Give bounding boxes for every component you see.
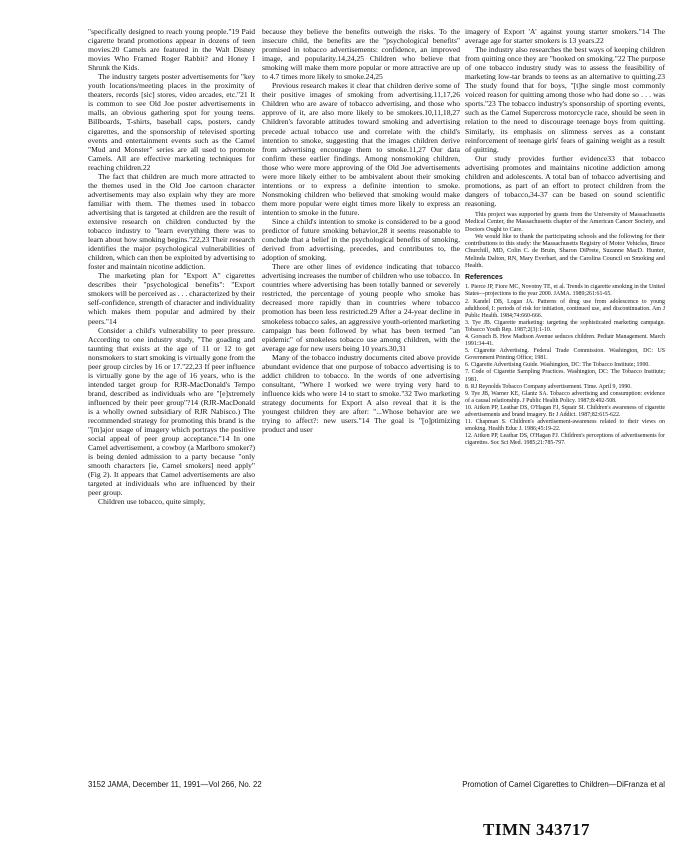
reference-item: 11. Chapman S. Children's advertisement-awareness related to their views on smoking. Health Educ J. 1986;45:19-22.	[465, 419, 665, 433]
body-paragraph: Previous research makes it clear that children derive some of their positive images of smoking from advertising.11,17,26 Children who are aware of tobacco advertising, and those who approve of it, are also more likely to be smokers.10,11,18,27 Children's favorable attitudes toward smoking and advertising precede actual tobacco use and correlate with the child's intention to smoke, suggesting that the images children derive from advertising encourage them to smoke.11,27 Our data confirm these earlier findings. Among nonsmoking children, those who were more approving of the Old Joe advertisements were more likely either to be ambivalent about their smoking intentions or to express a definite intention to smoke. Nonsmoking children who believed that smoking would make them more popular were eight times more likely to express an intention to smoke in the future.	[262, 81, 460, 217]
body-paragraph: The industry targets poster advertisements for "key youth locations/meeting places in the proximity of theaters, records [sic] stores, video arcades, etc."21 It is common to see Old Joe poster advertisements in malls, an obvious gathering spot for young teens. Billboards, T-shirts, baseball caps, posters, candy cigarettes, and the sponsorship of televised sporting events and entertainment events such as the Camel "Mud and Monster" series are all used to promote Camels. All are effective marketing techniques for reaching children.22	[88, 72, 255, 172]
text-column-right	[465, 27, 665, 448]
reference-item: 7. Code of Cigarette Sampling Practices. Washington, DC: The Tobacco Institute; 1981.	[465, 369, 665, 383]
document-stamp: TIMN 343717	[483, 820, 591, 839]
body-paragraph: Children use tobacco, quite simply,	[98, 497, 206, 507]
reference-item: 9. Tye JB, Warner KE, Glantz SA. Tobacco advertising and consumption: evidence of a causal relationship. J Public Health Policy. 1987;8:492-508.	[465, 390, 665, 404]
text-column-middle	[262, 27, 460, 434]
reference-item: 3. Tye JB. Cigarette marketing: targeting the sophisticated marketing campaign. Tobacco Youth Rep. 1987;2(3):1-10.	[465, 319, 665, 333]
references-heading: References	[465, 274, 503, 282]
body-paragraph: "specifically designed to reach young people."19 Paid cigarette brand promotions appear in dozens of teen movies.20 Camels are featured in the Walt Disney movies Who Framed Roger Rabbit? and Honey I Shrunk the Kids.	[88, 27, 255, 73]
reference-item: 2. Kandel DB, Logan JA. Patterns of drug use from adolescence to young adulthood, I: periods of risk for initiation, continued use, and discontinuation. Am J Public Health. 1984;74:660-666.	[465, 298, 665, 319]
page-footer	[88, 780, 665, 790]
body-paragraph: because they believe the benefits outweigh the risks. To the insecure child, the benefits are the "psychological benefits" promised in tobacco advertisements: confidence, an improved image, and popularity.14,24,25 Children who believe that smoking will make them more popular or more attractive are up to 4.7 times more likely to smoke.24,25	[262, 27, 460, 82]
text-column-left	[88, 27, 255, 506]
footer-citation: 3152 JAMA, December 11, 1991—Vol 266, No. 22	[88, 780, 262, 789]
body-paragraph: Since a child's intention to smoke is considered to be a good predictor of future smoking behavior,28 it seems reasonable to conclude that a belief in the psychological benefits of smoking, derived from advertising, precedes, and contributes to, the adoption of smoking.	[262, 216, 460, 263]
body-paragraph: Consider a child's vulnerability to peer pressure. According to one industry study, "The goading and taunting that exists at the age of 11 or 12 to get nonsmokers to start smoking is virtually gone from the peer group circles by 16 or 17."22,23 If peer influence is virtually gone by the age of 16 years, who is the intended target group for RJR-MacDonald's Tempo brand, described as individuals who are "[e]xtremely influenced by their peer group"?14 (RJR-MacDonald is a wholly owned subsidiary of RJR Nabisco.) The recommended strategy for promoting this brand is the "[m]ajor usage of imagery which portrays the positive social appeal of peer group acceptance."14 In one Camel advertisement, a cowboy (a Marlboro smoker?) is being denied admission to a party because "only smooth characters [ie, Camel smokers] need apply" (Fig 2). It appears that Camel advertisements are also targeted at individuals who are influenced by their peer group.	[88, 325, 255, 498]
body-paragraph: imagery of Export 'A' against young starter smokers."14 The average age for starter smokers is 13 years.22	[465, 27, 665, 46]
reference-item: 5. Cigarette Advertising. Federal Trade Commission. Washington, DC: US Government Printing Office; 1981.	[465, 348, 665, 362]
body-paragraph: The marketing plan for "Export A" cigarettes describes their "psychological benefits": "Export smokers will be perceived as . . . characterized by their self-confidence, strength of character and individuality which makes them popular and admired by their peers."14	[88, 271, 255, 326]
body-paragraph: Many of the tobacco industry documents cited above provide abundant evidence that one purpose of tobacco advertising is to addict children to tobacco. In the words of one advertising consultant, "Where I worked we were trying very hard to influence kids who were 14 to start to smoke."32 Two marketing strategy documents for Export A also reveal that it is the youngest children they are after: "...Whose behavior are we trying to affect?: new users."14 The goal is "[o]ptimizing product and user	[262, 352, 460, 435]
reference-item: 8. RJ Reynolds Tobacco Company advertisement. Time. April 9, 1990.	[465, 383, 632, 390]
footer-running-title: Promotion of Camel Cigarettes to Children—DiFranza et al	[462, 780, 665, 789]
body-paragraph: The industry also researches the best ways of keeping children from quitting once they are "hooked on smoking."22 The purpose of one tobacco industry study was to assess the feasibility of marketing low-tar brands to teens as an alternative to quitting.23 The study found that for boys, "[t]he single most commonly voiced reason for quitting among those who had done so . . . was sports."23 The tobacco industry's sponsorship of sporting events, such as the Camel Supercross motorcycle race, should be seen in relation to the need to discourage teenage boys from quitting. Similarly, its emphasis on slimness serves as a constant reinforcement of teenage girls' fears of gaining weight as a result of quitting.	[465, 45, 665, 154]
body-paragraph: Our study provides further evidence33 that tobacco advertising promotes and maintains nicotine addiction among children and adolescents. A total ban of tobacco advertising and promotions, as part of an effort to protect children from the dangers of tobacco,34-37 can be based on sound scientific reasoning.	[465, 153, 665, 208]
acknowledgment-paragraph: We would like to thank the participating schools and the following for their contributions to this study: the Massachusetts Registry of Motor Vehicles, Bruce Churchill, MD, Colin C. de Bruin, Sharon DiPrete, Suzanne MacD. Hunter, Melinda Dalton, RN, Mary Everhart, and the Carolina Council on Smoking and Health.	[465, 232, 665, 270]
references-list	[465, 284, 665, 447]
reference-item: 10. Aitken PP, Leathar DS, O'Hagan FJ, Squair SI. Children's awareness of cigarette advertisements and brand imagery. Br J Addict. 1987;82:615-622.	[465, 404, 665, 419]
reference-item: 12. Aitken PP, Leathar DS, O'Hagan FJ. Children's perceptions of advertisements for cigarettes. Soc Sci Med. 1985;21:785-797.	[465, 433, 665, 447]
acknowledgment-paragraph: This project was supported by grants from the University of Massachusetts Medical Center, the Massachusetts chapter of the American Cancer Society, and Doctors Ought to Care.	[465, 210, 665, 233]
reference-item: 4. Gorsuch B. How Madison Avenue seduces children. Pediatr Management. March 1991:34-41.	[465, 334, 665, 348]
reference-item: 1. Pierce JP, Fiore MC, Novotny TE, et al. Trends in cigarette smoking in the United States—projections to the year 2000. JAMA. 1989;261:61-65.	[465, 284, 665, 298]
body-paragraph: There are other lines of evidence indicating that tobacco advertising increases the number of children who use tobacco. In countries where advertising has been totally banned or severely restricted, the percentage of young people who smoke has decreased more rapidly than in countries where tobacco promotion has been less restricted.29 After a 24-year decline in smokeless tobacco sales, an aggressive youth-oriented marketing campaign has been followed by what has been termed "an epidemic" of smokeless tobacco use among children, with the average age for new users being 10 years.30,31	[262, 262, 460, 353]
reference-item: 6. Cigarette Advertising Guide. Washington, DC: The Tobacco Institute; 1990.	[465, 362, 650, 369]
body-paragraph: The fact that children are much more attracted to the themes used in the Old Joe cartoon character advertisements may also explain why they are more familiar with them. The themes used in tobacco advertising that is targeted at children are the result of extensive research on children conducted by the tobacco industry to "learn everything there was to learn about how smoking begins."22,23 Their research identifies the major psychological vulnerabilities of children, which can then be exploited by advertising to foster and maintain nicotine addiction.	[88, 171, 255, 272]
